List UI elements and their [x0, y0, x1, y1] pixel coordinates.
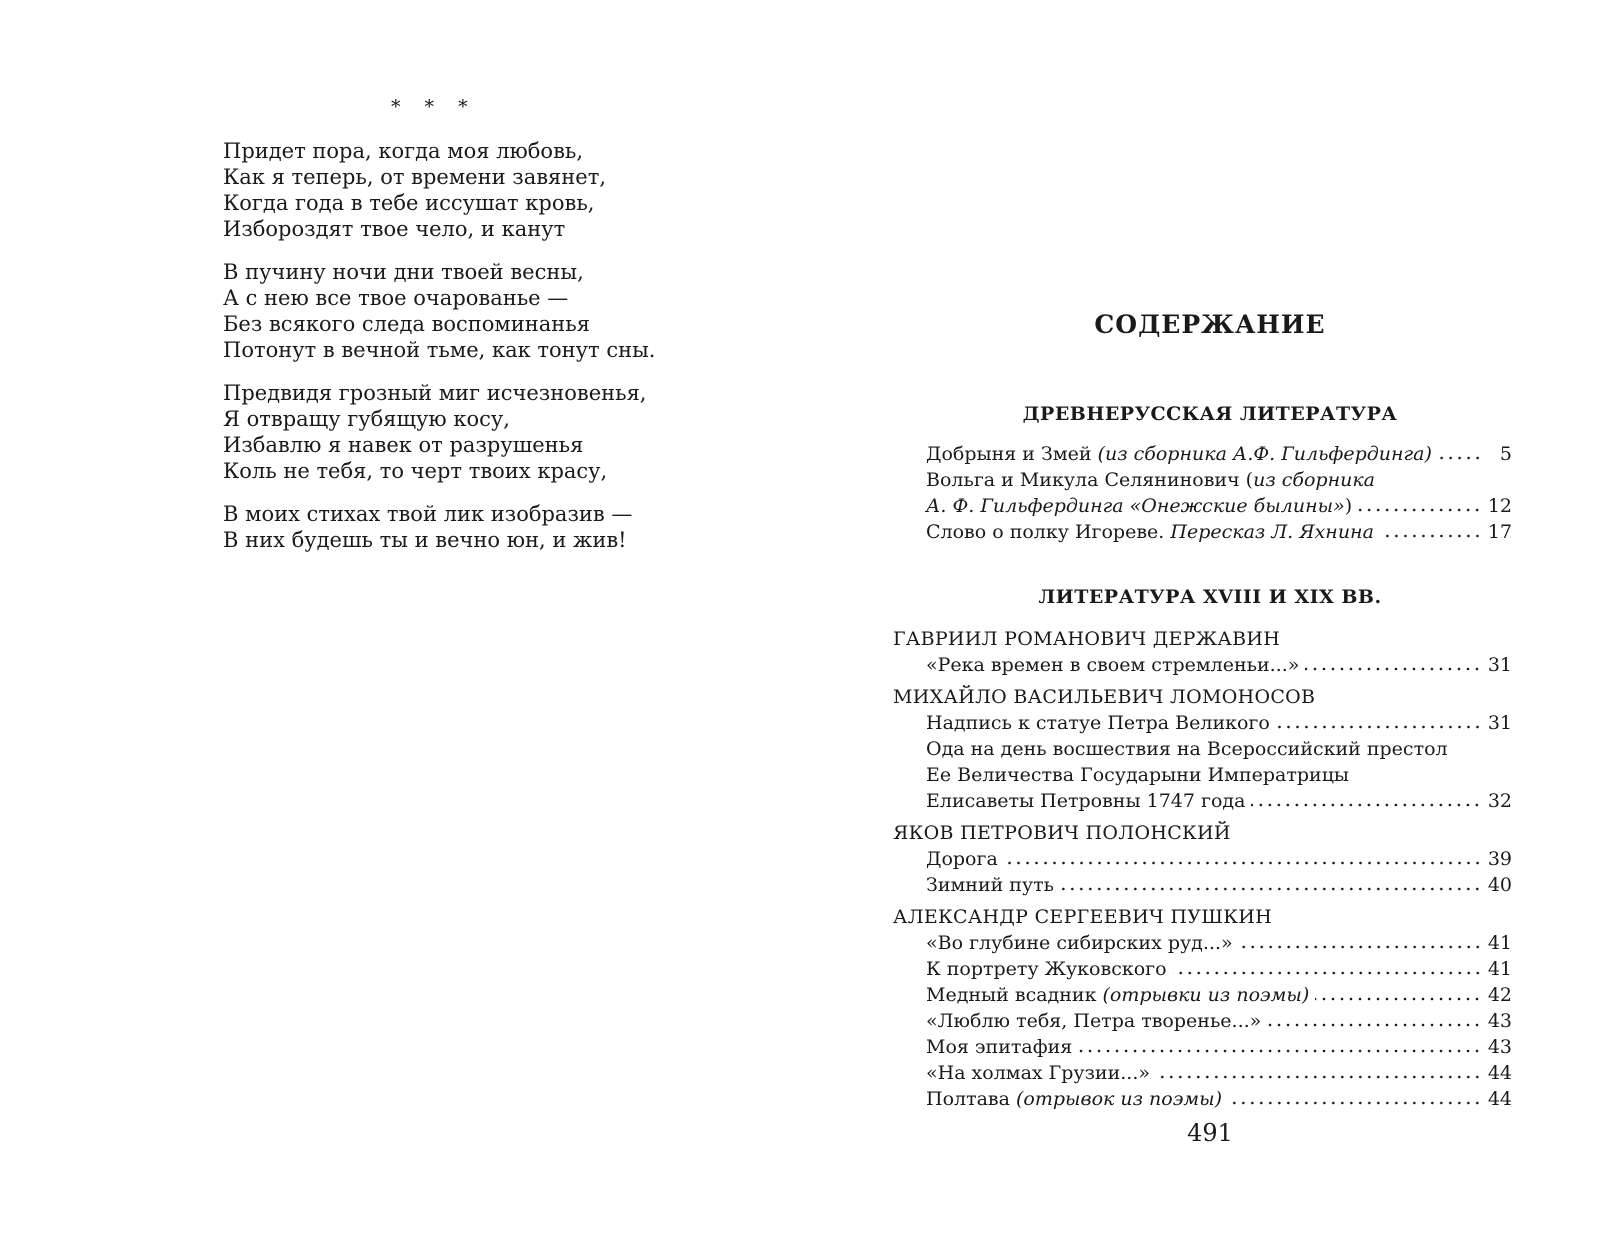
entry-title: Медный всадник [926, 984, 1097, 1006]
entry-page: 43 [1487, 1010, 1512, 1032]
entry-title: К портрету Жуковского [926, 958, 1167, 980]
entry-page: 39 [1487, 848, 1512, 870]
dot-leader [1173, 971, 1482, 975]
poem-line: Как я теперь, от времени завянет, [223, 165, 607, 189]
dot-leader [1060, 887, 1482, 891]
dot-leader [1078, 1049, 1482, 1053]
dot-leader [1276, 725, 1482, 729]
entry-title: Дорога [926, 848, 998, 870]
toc-entry [926, 1086, 1512, 1112]
entry-title: «На холмах Грузии...» [926, 1062, 1151, 1084]
entry-page: 31 [1487, 654, 1512, 676]
toc-page [810, 0, 1620, 1258]
entry-page: 43 [1487, 1036, 1512, 1058]
dot-leader [1305, 667, 1481, 671]
dot-leader [1380, 534, 1482, 538]
poem-line: Когда года в тебе иссушат кровь, [223, 191, 595, 215]
poem-line: В моих стихах твой лик изобразив — [223, 502, 633, 526]
poem-line: А с нею все твое очарованье — [223, 286, 569, 310]
entry-title: «Река времен в своем стремленьи...» [926, 654, 1300, 676]
entry-title: Добрыня и Змей [926, 443, 1092, 465]
entry-page: 5 [1499, 443, 1512, 465]
section-heading: ДРЕВНЕРУССКАЯ ЛИТЕРАТУРА [1022, 403, 1398, 425]
entry-page: 41 [1487, 958, 1512, 980]
author-name: ЯКОВ ПЕТРОВИЧ ПОЛОНСКИЙ [893, 822, 1231, 844]
author-name: МИХАЙЛО ВАСИЛЬЕВИЧ ЛОМОНОСОВ [893, 686, 1316, 708]
entry-title: Слово о полку Игореве. [926, 521, 1165, 543]
dot-leader [1156, 1075, 1482, 1079]
entry-page: 44 [1487, 1088, 1512, 1110]
entry-title: Надпись к статуе Петра Великого [926, 712, 1270, 734]
entry-title: Елисаветы Петровны 1747 года [926, 790, 1246, 812]
dot-leader [1358, 508, 1482, 512]
entry-note: из сборника [1253, 469, 1375, 491]
entry-title: Моя эпитафия [926, 1036, 1073, 1058]
toc-entry [926, 1034, 1512, 1060]
entry-title: Вольга и Микула Селянинович ( [926, 469, 1254, 491]
author-name: ГАВРИИЛ РОМАНОВИЧ ДЕРЖАВИН [893, 628, 1281, 650]
entry-page: 42 [1487, 984, 1512, 1006]
entry-page: 12 [1487, 495, 1512, 517]
entry-title: Ее Величества Государыни Императрицы [926, 764, 1350, 786]
toc-entry [926, 710, 1512, 736]
poem-line: В них будешь ты и вечно юн, и жив! [223, 528, 627, 552]
poem-line: В пучину ночи дни твоей весны, [223, 260, 584, 284]
poem-line: Избавлю я навек от разрушенья [223, 433, 584, 457]
dot-leader [1251, 803, 1481, 807]
toc-section-18-19-century [810, 626, 1620, 1112]
dot-leader [1315, 997, 1482, 1001]
stanza [223, 138, 783, 242]
entry-page: 41 [1487, 932, 1512, 954]
toc-entry [926, 872, 1512, 898]
poem-divider: * * * [391, 96, 477, 118]
stanza [223, 501, 783, 553]
entry-page: 31 [1487, 712, 1512, 734]
entry-title: Полтава [926, 1088, 1010, 1110]
entry-page: 32 [1487, 790, 1512, 812]
entry-note: Пересказ Л. Яхнина [1170, 521, 1374, 543]
author-name: АЛЕКСАНДР СЕРГЕЕВИЧ ПУШКИН [893, 906, 1272, 928]
dot-leader [1228, 1101, 1482, 1105]
entry-note: (отрывок из поэмы) [1016, 1088, 1222, 1110]
toc-section-old-russian [810, 441, 1620, 545]
toc-title: СОДЕРЖАНИЕ [1094, 310, 1326, 339]
dot-leader [1438, 456, 1482, 460]
entry-page: 44 [1487, 1062, 1512, 1084]
stanza [223, 380, 783, 484]
poem-line: Потонут в вечной тьме, как тонут сны. [223, 338, 656, 362]
dot-leader [1004, 861, 1482, 865]
toc-entry [926, 930, 1512, 956]
poem-line: Придет пора, когда моя любовь, [223, 139, 583, 163]
entry-title: «Люблю тебя, Петра творенье...» [926, 1010, 1262, 1032]
poem [223, 138, 783, 570]
section-heading: ЛИТЕРАТУРА XVIII И XIX ВВ. [1038, 586, 1382, 608]
entry-title: Ода на день восшествия на Всероссийский престол [926, 738, 1448, 760]
toc-entry [926, 956, 1512, 982]
entry-title: Зимний путь [926, 874, 1055, 896]
toc-entry [926, 736, 1512, 814]
page-number: 491 [1187, 1119, 1233, 1147]
entry-title-end: ) [1344, 495, 1353, 517]
entry-note: (отрывки из поэмы) [1102, 984, 1310, 1006]
toc-entry [926, 982, 1512, 1008]
dot-leader [1239, 945, 1482, 949]
poem-line: Я отвращу губящую косу, [223, 407, 510, 431]
entry-note: (из сборника А.Ф. Гильфердинга) [1097, 443, 1432, 465]
toc-entry [926, 467, 1512, 519]
toc-entry [926, 652, 1512, 678]
entry-page: 17 [1487, 521, 1512, 543]
stanza [223, 259, 783, 363]
poem-line: Избороздят твое чело, и канут [223, 217, 566, 241]
toc-entry [926, 519, 1512, 545]
toc-entry [926, 441, 1512, 467]
poem-line: Предвидя грозный миг исчезновенья, [223, 381, 647, 405]
dot-leader [1267, 1023, 1482, 1027]
poem-line: Коль не тебя, то черт твоих красу, [223, 459, 608, 483]
toc-entry [926, 1008, 1512, 1034]
entry-page: 40 [1487, 874, 1512, 896]
entry-note: А. Ф. Гильфердинга «Онежские былины» [926, 495, 1345, 517]
toc-entry [926, 846, 1512, 872]
toc-entry [926, 1060, 1512, 1086]
poem-line: Без всякого следа воспоминанья [223, 312, 590, 336]
entry-title: «Во глубине сибирских руд...» [926, 932, 1233, 954]
